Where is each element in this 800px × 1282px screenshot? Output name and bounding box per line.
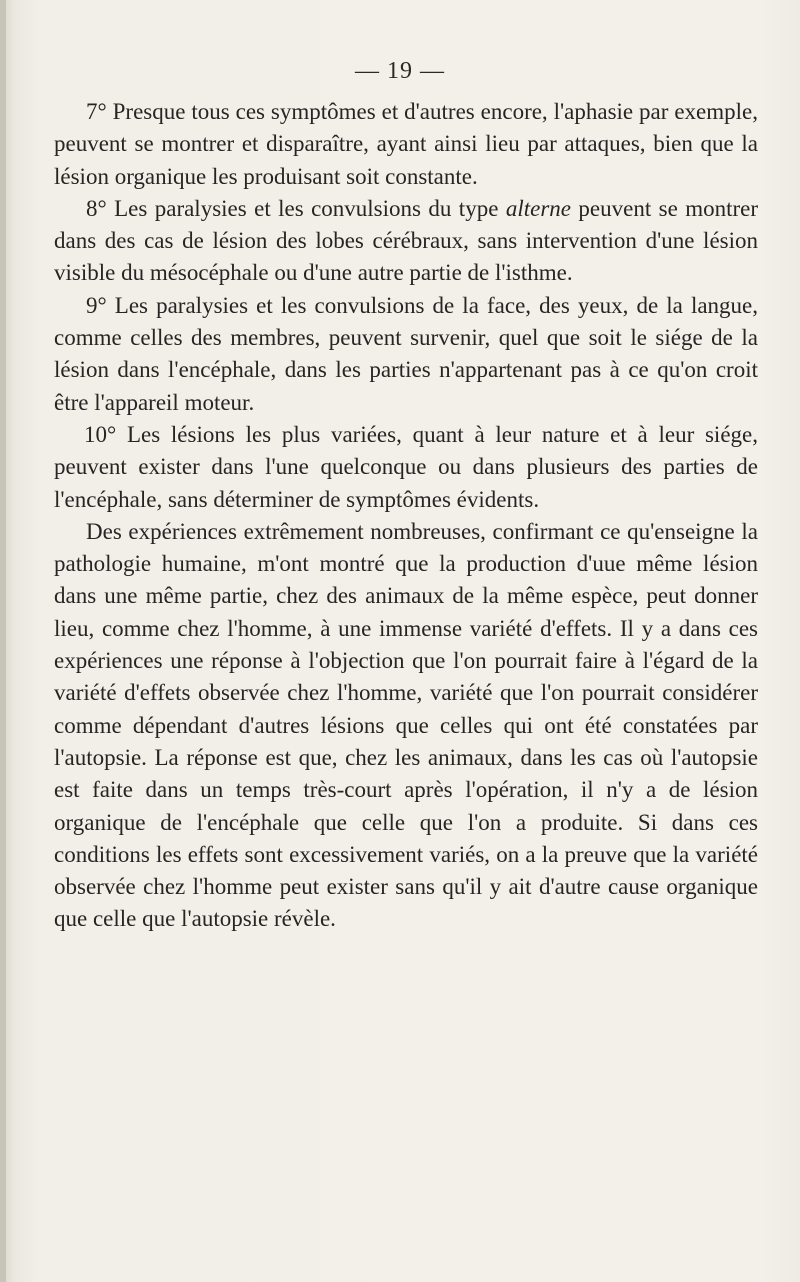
paragraph-9: 9° Les paralysies et les convulsions de la face, des yeux, de la langue, comme celles des membres, peuvent survenir, quel que soit le siége de la lésion dans l'encéphale, dans les parties n'appartenant pas à ce qu'on croit être l'appareil moteur. xyxy=(54,292,758,415)
paragraph-8 xyxy=(54,193,758,290)
paragraph-8-text-end: peuvent se montrer dans des cas de lésion des lobes cérébraux, sans intervention d'une lésion visible du mésocéphale ou d'une autre partie de l'isthme. xyxy=(54,195,758,286)
paragraph-experiments: Des expériences extrêmement nombreuses, confirmant ce qu'enseigne la pathologie humaine, m'ont montré que la production d'uue même lésion dans une même partie, chez des animaux de la même espèce, peut donner lieu, comme chez l'homme, à une immense variété d'effets. Il y a dans ces expériences une réponse à l'objection que l'on pourrait faire à l'égard de la variété d'effets observée chez l'homme, variété que l'on pourrait considérer comme dépendant d'autres lésions que celles qui ont été constatées par l'autopsie. La réponse est que, chez les animaux, dans les cas où l'autopsie est faite dans un temps très-court après l'opération, il n'y a de lésion organique de l'encéphale que celle que l'on a produite. Si dans ces conditions les effets sont excessivement variés, on a la preuve que la variété observée chez l'homme peut exister sans qu'il y ait d'autre cause organique que celle que l'autopsie révèle. xyxy=(54,518,758,932)
body-text xyxy=(54,96,758,936)
paragraph-10: 10° Les lésions les plus variées, quant à leur nature et à leur siége, peuvent exister dans l'une quelconque ou dans plusieurs des parties de l'encéphale, sans déterminer de symptômes évidents. xyxy=(54,421,758,512)
paragraph-8-emphasis: alterne xyxy=(505,195,571,221)
paragraph-7: 7° Presque tous ces symptômes et d'autres encore, l'aphasie par exemple, peuvent se montrer et disparaître, ayant ainsi lieu par attaques, bien que la lésion organique les produisant soit constante. xyxy=(54,99,758,189)
page-number: — 19 — xyxy=(355,58,445,84)
page-edge-shadow xyxy=(0,0,6,1282)
paragraph-8-text-start: 8° Les paralysies et les convulsions du type xyxy=(86,195,506,221)
